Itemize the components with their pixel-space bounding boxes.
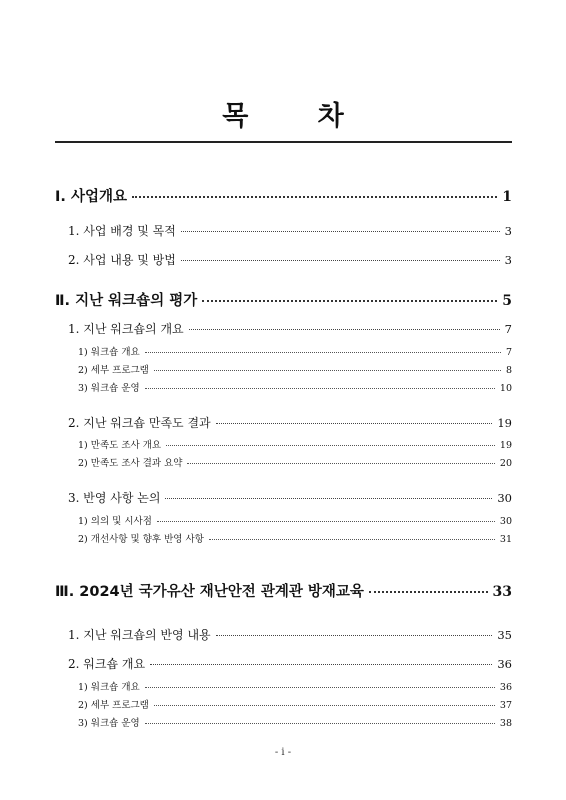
toc-page-number: 36 <box>497 657 512 671</box>
toc-entry-label: 1) 만족도 조사 개요 <box>78 440 162 451</box>
toc-subentry[interactable] <box>78 380 512 394</box>
toc-entry[interactable] <box>68 655 512 672</box>
toc-subentry[interactable] <box>78 531 512 545</box>
toc-entry-label: 3. 반영 사항 논의 <box>68 491 161 505</box>
leader-dots <box>145 352 501 353</box>
leader-dots <box>187 463 494 464</box>
toc-page-number: 1 <box>502 189 512 205</box>
toc-entry[interactable] <box>68 320 512 337</box>
toc-subentry[interactable] <box>78 513 512 527</box>
toc-entry[interactable] <box>68 251 512 268</box>
toc-entry-label: 2) 세부 프로그램 <box>78 700 149 711</box>
toc-entry[interactable] <box>68 222 512 239</box>
toc-entry-label: 1. 사업 배경 및 목적 <box>68 224 176 238</box>
leader-dots <box>216 635 493 636</box>
toc-entry-label: 1. 지난 워크숍의 개요 <box>68 322 184 336</box>
leader-dots <box>181 260 500 261</box>
toc-entry-label: 2. 사업 내용 및 방법 <box>68 253 176 267</box>
page-footer-number: - i - <box>274 747 292 758</box>
leader-dots <box>189 329 500 330</box>
toc-page-number: 5 <box>502 293 512 309</box>
leader-dots <box>166 445 495 446</box>
leader-dots <box>181 231 500 232</box>
toc-page-number: 10 <box>499 383 512 394</box>
toc-page-number: 30 <box>497 491 512 505</box>
toc-entry-section-3[interactable] <box>55 580 512 601</box>
leader-dots <box>157 521 495 522</box>
toc-entry-section-2[interactable] <box>55 289 512 310</box>
toc-page-number: 20 <box>499 458 512 469</box>
leader-dots <box>150 664 492 665</box>
toc-entry-label: 2) 개선사항 및 향후 반영 사항 <box>78 534 204 545</box>
toc-entry-label: Ⅰ. 사업개요 <box>55 189 127 205</box>
toc-entry-label: 1. 지난 워크숍의 반영 내용 <box>68 628 211 642</box>
page-title: 목 차 <box>222 101 374 132</box>
leader-dots <box>165 498 492 499</box>
toc-entry-section-1[interactable] <box>55 185 512 206</box>
toc-entry-label: 2. 워크숍 개요 <box>68 657 146 671</box>
toc-subentry[interactable] <box>78 362 512 376</box>
toc-page-number: 36 <box>499 682 512 693</box>
toc-page-number: 19 <box>499 440 512 451</box>
leader-dots <box>145 687 495 688</box>
toc-entry-label: Ⅲ. 2024년 국가유산 재난안전 관계관 방재교육 <box>55 584 364 600</box>
toc-entry-label: 2. 지난 워크숍 만족도 결과 <box>68 416 211 430</box>
toc-page-number: 3 <box>504 253 512 267</box>
toc-page-number: 35 <box>497 628 512 642</box>
leader-dots <box>132 196 497 198</box>
leader-dots <box>154 705 495 706</box>
toc-entry-label: 3) 워크숍 운영 <box>78 383 140 394</box>
toc-entry-label: 1) 워크숍 개요 <box>78 347 140 358</box>
toc-entry[interactable] <box>68 489 512 506</box>
toc-page-number: 7 <box>504 322 512 336</box>
toc-subentry[interactable] <box>78 715 512 729</box>
toc-entry-label: 1) 의의 및 시사점 <box>78 516 152 527</box>
toc-entry[interactable] <box>68 414 512 431</box>
toc-subentry[interactable] <box>78 679 512 693</box>
toc-page-number: 19 <box>497 416 512 430</box>
leader-dots <box>369 591 488 593</box>
leader-dots <box>202 300 497 302</box>
leader-dots <box>154 370 501 371</box>
toc-page-number: 33 <box>492 584 512 600</box>
toc-page-number: 31 <box>499 534 512 545</box>
leader-dots <box>209 539 495 540</box>
toc-entry[interactable] <box>68 626 512 643</box>
toc-entry-label: Ⅱ. 지난 워크숍의 평가 <box>55 293 198 309</box>
toc-entry-label: 2) 만족도 조사 결과 요약 <box>78 458 183 469</box>
toc-subentry[interactable] <box>78 455 512 469</box>
leader-dots <box>145 388 495 389</box>
toc-page-number: 8 <box>505 365 512 376</box>
toc-subentry[interactable] <box>78 344 512 358</box>
toc-page-number: 3 <box>504 224 512 238</box>
toc-entry-label: 2) 세부 프로그램 <box>78 365 149 376</box>
toc-entry-label: 3) 워크숍 운영 <box>78 718 140 729</box>
leader-dots <box>145 723 495 724</box>
title-divider <box>55 141 512 143</box>
toc-page-number: 37 <box>499 700 512 711</box>
leader-dots <box>216 423 493 424</box>
toc-subentry[interactable] <box>78 437 512 451</box>
toc-page-number: 7 <box>505 347 512 358</box>
toc-page-number: 30 <box>499 516 512 527</box>
toc-entry-label: 1) 워크숍 개요 <box>78 682 140 693</box>
toc-subentry[interactable] <box>78 697 512 711</box>
toc-page-number: 38 <box>499 718 512 729</box>
